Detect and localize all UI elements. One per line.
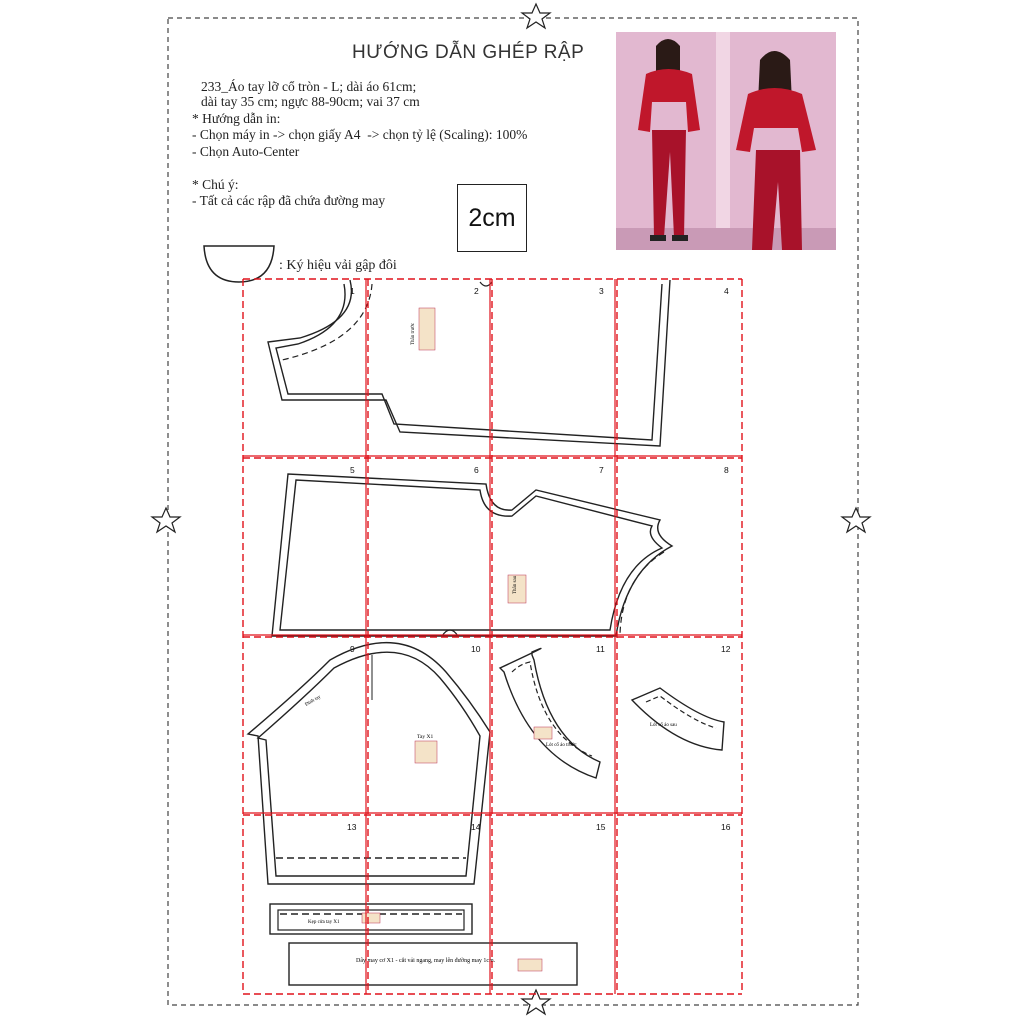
page-number-8: 8: [724, 465, 729, 475]
page-number-10: 10: [471, 644, 481, 654]
piece-label-back: Thân sau: [513, 575, 518, 594]
page-number-4: 4: [724, 286, 729, 296]
page-title: HƯỚNG DẪN GHÉP RẬP: [352, 42, 585, 63]
back-neck-facing-piece: [632, 688, 724, 750]
piece-label-cuff: Kẹp cửa tay X1: [308, 920, 340, 925]
star-icon: [842, 508, 870, 532]
cuff-tag: [362, 913, 380, 923]
back-bodice-label: [508, 575, 526, 603]
front-neck-facing-piece: [500, 648, 600, 778]
note-text: - Tất cả các rập đã chứa đường may: [192, 193, 386, 208]
page-number-16: 16: [721, 822, 731, 832]
sleeve-tag: [415, 741, 437, 763]
page-numbers: [347, 286, 731, 832]
piece-label-sleeve: Tay X1: [417, 734, 434, 740]
piece-label-bias: Dây may cơ X1 - cắt vải ngang, may lên đường may 1cm.: [356, 958, 496, 964]
product-line-2: dài tay 35 cm; ngực 88-90cm; vai 37 cm: [201, 94, 420, 109]
page-number-1: 1: [350, 286, 355, 296]
note-heading: * Chú ý:: [192, 177, 239, 192]
piece-label-neck-front: Lót cổ áo trước: [546, 743, 577, 748]
page-number-13: 13: [347, 822, 357, 832]
neck-front-tag: [534, 727, 552, 739]
print-heading: * Hướng dẫn in:: [192, 111, 281, 126]
page-number-3: 3: [599, 286, 604, 296]
product-line-1: 233_Áo tay lỡ cổ tròn - L; dài áo 61cm;: [201, 79, 417, 94]
fold-symbol-icon: [204, 246, 274, 282]
piece-label-front: Thân trước: [411, 322, 416, 345]
sleeve-piece: [248, 643, 490, 884]
page-number-9: 9: [350, 644, 355, 654]
page-number-15: 15: [596, 822, 606, 832]
fold-symbol-label: : Ký hiệu vải gập đôi: [279, 258, 397, 273]
page-number-5: 5: [350, 465, 355, 475]
piece-label-sleeve-top: Đỉnh tay: [304, 694, 323, 708]
page-number-6: 6: [474, 465, 479, 475]
page-number-2: 2: [474, 286, 479, 296]
outer-cut-border: [168, 18, 858, 1005]
page-number-7: 7: [599, 465, 604, 475]
front-bodice-piece: [268, 280, 670, 446]
bias-tag: [518, 959, 542, 971]
page-number-14: 14: [471, 822, 481, 832]
front-bodice-label: [411, 308, 435, 350]
print-step-1: - Chọn máy in -> chọn giấy A4 -> chọn tỷ lệ (Scaling): 100%: [192, 127, 528, 142]
scale-label: 2cm: [468, 203, 516, 232]
page-number-11: 11: [596, 644, 605, 654]
page-number-12: 12: [721, 644, 731, 654]
print-step-2: - Chọn Auto-Center: [192, 144, 300, 159]
star-icon: [522, 4, 550, 28]
piece-label-neck-back: Lót cổ áo sau: [650, 723, 677, 728]
back-bodice-piece: [272, 474, 672, 636]
star-icon: [152, 508, 180, 532]
